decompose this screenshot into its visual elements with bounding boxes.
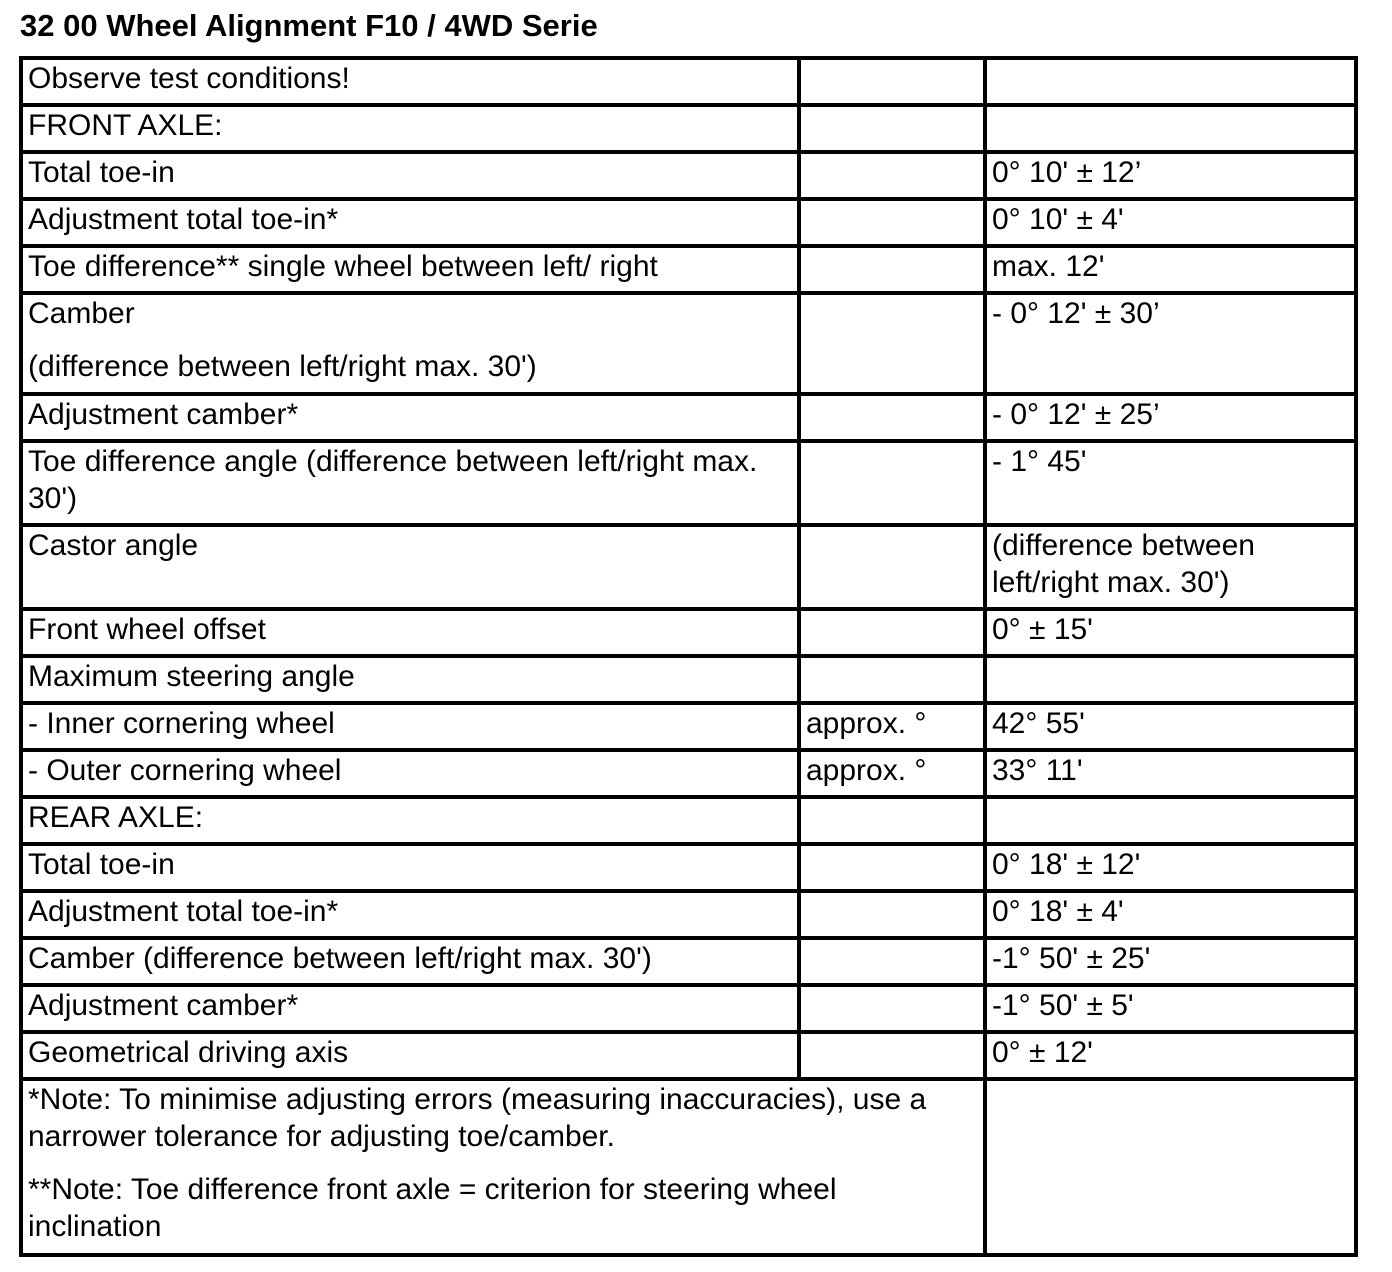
row-unit [799,985,985,1032]
row-unit [799,441,985,525]
table-row [21,844,1356,891]
row-unit: approx. ° [799,703,985,750]
row-label: Observe test conditions! [21,58,799,105]
row-value: -1° 50' ± 25' [985,938,1356,985]
row-label: Maximum steering angle [21,656,799,703]
row-unit [799,1032,985,1079]
row-unit [799,105,985,152]
row-value: (difference between left/right max. 30') [985,525,1356,609]
row-label: Total toe-in [21,844,799,891]
row-unit [799,293,985,394]
notes-cell [21,1079,985,1255]
row-value: 0° ± 15' [985,609,1356,656]
notes-empty-cell [985,1079,1356,1255]
table-row [21,750,1356,797]
row-value: 33° 11' [985,750,1356,797]
table-row [21,441,1356,525]
row-label: Adjustment camber* [21,394,799,441]
row-value: max. 12' [985,246,1356,293]
row-label: Adjustment total toe-in* [21,199,799,246]
row-label: Toe difference** single wheel between left/ right [21,246,799,293]
table-row [21,1032,1356,1079]
table-row [21,246,1356,293]
row-value: 42° 55' [985,703,1356,750]
row-label: Total toe-in [21,152,799,199]
row-label-cell [21,293,799,394]
table-row [21,938,1356,985]
table-row [21,525,1356,609]
paragraph-gap [28,332,797,348]
row-value [985,105,1356,152]
table-row [21,58,1356,105]
row-value [985,58,1356,105]
notes-row [21,1079,1356,1255]
row-unit [799,797,985,844]
row-value: 0° 10' ± 12’ [985,152,1356,199]
note-toe-difference: **Note: Toe difference front axle = criterion for steering wheel inclination [28,1173,837,1243]
row-label: Castor angle [21,525,799,609]
row-value: - 0° 12' ± 25’ [985,394,1356,441]
wheel-alignment-table [19,56,1358,1257]
table-row [21,394,1356,441]
table-row [21,703,1356,750]
row-value [985,656,1356,703]
row-unit: approx. ° [799,750,985,797]
row-unit [799,152,985,199]
note-minimise-errors: *Note: To minimise adjusting errors (measuring inaccuracies), use a narrower tolerance for adjusting toe/camber. [28,1083,927,1153]
table-row [21,656,1356,703]
row-unit [799,199,985,246]
row-value: 0° ± 12' [985,1032,1356,1079]
row-label: Adjustment total toe-in* [21,891,799,938]
table-row [21,797,1356,844]
row-unit [799,394,985,441]
table-row [21,293,1356,394]
row-value: 0° 18' ± 12' [985,844,1356,891]
row-label: Camber (difference between left/right max. 30') [21,938,799,985]
row-unit [799,891,985,938]
paragraph-gap [28,1155,983,1171]
table-row [21,105,1356,152]
row-unit [799,58,985,105]
table-row [21,609,1356,656]
row-label: Geometrical driving axis [21,1032,799,1079]
row-label: Front wheel offset [21,609,799,656]
row-value: 0° 10' ± 4' [985,199,1356,246]
table-row [21,891,1356,938]
row-unit [799,844,985,891]
table-row [21,199,1356,246]
row-label: Toe difference angle (difference between left/right max. 30') [21,441,799,525]
row-unit [799,246,985,293]
row-unit [799,938,985,985]
row-label: - Inner cornering wheel [21,703,799,750]
row-unit [799,525,985,609]
table-row [21,152,1356,199]
page-title: 32 00 Wheel Alignment F10 / 4WD Serie [20,8,598,43]
row-label-note: (difference between left/right max. 30') [28,350,537,383]
row-label: Camber [28,297,135,330]
row-value: - 1° 45' [985,441,1356,525]
row-value [985,797,1356,844]
row-value: -1° 50' ± 5' [985,985,1356,1032]
row-unit [799,609,985,656]
row-label: - Outer cornering wheel [21,750,799,797]
row-value: 0° 18' ± 4' [985,891,1356,938]
table-row [21,985,1356,1032]
row-unit [799,656,985,703]
row-label: Adjustment camber* [21,985,799,1032]
row-label: REAR AXLE: [21,797,799,844]
row-value: - 0° 12' ± 30’ [985,293,1356,394]
row-label: FRONT AXLE: [21,105,799,152]
